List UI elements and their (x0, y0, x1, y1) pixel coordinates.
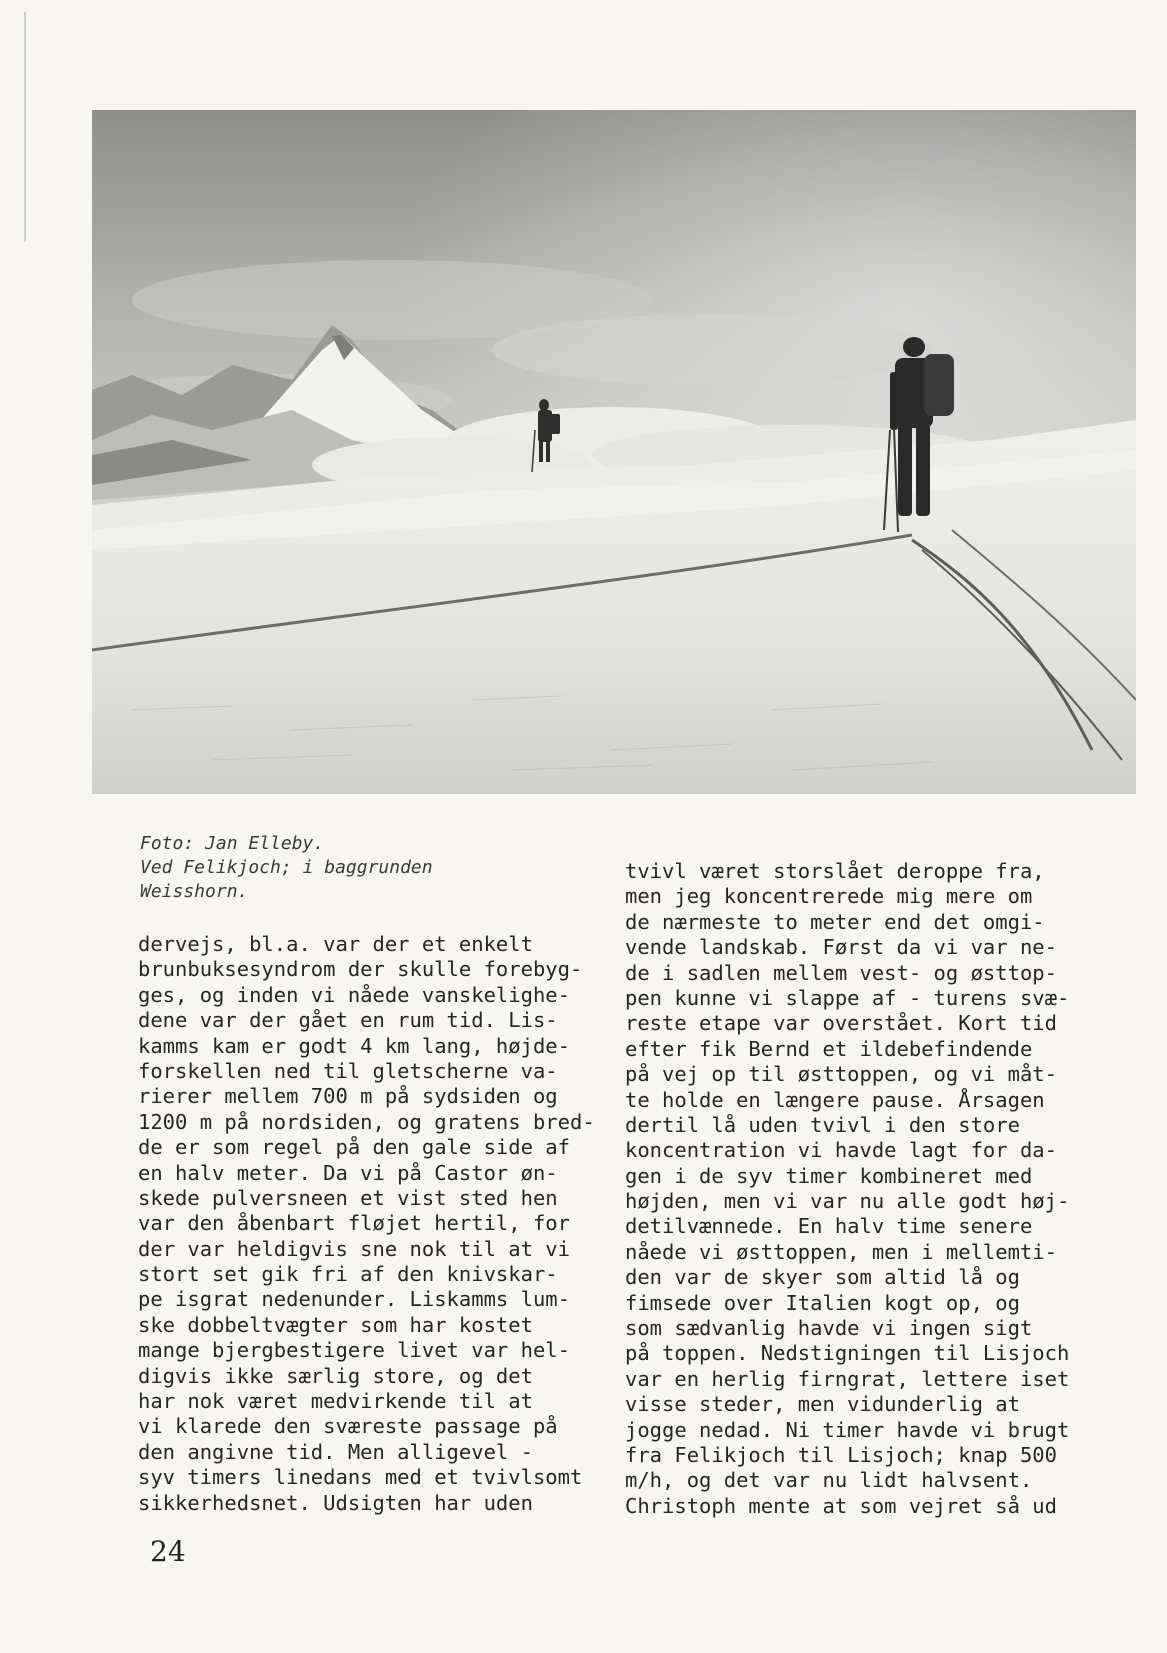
text-line: skede pulversneen et vist sted hen (138, 1185, 558, 1210)
text-line: syv timers linedans med et tvivlsomt (138, 1465, 583, 1490)
text-line: mange bjergbestigere livet var hel- (138, 1338, 570, 1363)
text-line: dervejs, bl.a. var der et enkelt (138, 932, 533, 956)
photo-caption (140, 832, 520, 904)
text-line: ges, og inden vi nåede vanskelighe- (138, 982, 570, 1007)
text-line: stort set gik fri af den knivskar- (138, 1262, 558, 1287)
text-line: Christoph mente at som vejret så ud (625, 1493, 1057, 1518)
text-line: pe isgrat nedenunder. Liskamms lum- (138, 1287, 570, 1312)
text-line: højden, men vi var nu alle godt høj- (625, 1189, 1070, 1214)
text-line: te holde en længere pause. Årsagen (625, 1087, 1045, 1112)
text-line: m/h, og det var nu lidt halvsent. (625, 1468, 1033, 1493)
text-line: har nok været medvirkende til at (138, 1389, 533, 1414)
caption-credit: Foto: Jan Elleby. (140, 833, 325, 854)
text-line: vi klarede den sværeste passage på (138, 1414, 558, 1439)
text-line: som sædvanlig havde vi ingen sigt (625, 1316, 1033, 1341)
text-line: den angivne tid. Men alligevel - (138, 1439, 533, 1464)
text-line: nåede vi østtoppen, men i mellemti- (625, 1239, 1057, 1264)
text-line: dene var der gået en rum tid. Lis- (138, 1008, 558, 1033)
text-line: kamms kam er godt 4 km lang, højde- (138, 1033, 570, 1058)
text-line: de i sadlen mellem vest- og østtop- (625, 960, 1057, 985)
text-line: en halv meter. Da vi på Castor øn- (138, 1160, 558, 1185)
text-line: fra Felikjoch til Lisjoch; knap 500 (625, 1442, 1057, 1467)
text-line: brunbuksesyndrom der skulle forebyg- (138, 957, 583, 982)
text-line: 1200 m på nordsiden, og gratens bred- (138, 1109, 595, 1134)
text-line: koncentration vi havde lagt for da- (625, 1138, 1057, 1163)
mountain-photo (92, 110, 1136, 794)
text-line: var en herlig firngrat, lettere iset (625, 1366, 1070, 1391)
text-line: reste etape var overstået. Kort tid (625, 1011, 1057, 1036)
text-line: på vej op til østtoppen, og vi måt- (625, 1062, 1057, 1087)
caption-description: Ved Felikjoch; i baggrunden (140, 857, 433, 878)
text-line: tvivl været storslået deroppe fra, (625, 859, 1045, 883)
text-line: den var de skyer som altid lå og (625, 1265, 1020, 1290)
text-line: gen i de syv timer kombineret med (625, 1163, 1033, 1188)
left-text-column (138, 932, 608, 1516)
text-line: sikkerhedsnet. Udsigten har uden (138, 1490, 533, 1515)
page-number: 24 (150, 1535, 186, 1568)
text-line: jogge nedad. Ni timer havde vi brugt (625, 1417, 1070, 1442)
text-line: de nærmeste to meter end det omgi- (625, 909, 1045, 934)
caption-description-cont: Weisshorn. (140, 881, 249, 902)
text-line: rierer mellem 700 m på sydsiden og (138, 1084, 558, 1109)
text-line: vende landskab. Først da vi var ne- (625, 935, 1057, 960)
text-line: dertil lå uden tvivl i den store (625, 1112, 1020, 1137)
margin-rule (24, 12, 26, 242)
text-line: ske dobbeltvægter som har kostet (138, 1312, 533, 1337)
text-line: pen kunne vi slappe af - turens svæ- (625, 985, 1070, 1010)
mountain-photo-graphic (92, 110, 1136, 794)
text-line: detilvænnede. En halv time senere (625, 1214, 1033, 1239)
text-line: der var heldigvis sne nok til at vi (138, 1236, 570, 1261)
text-line: fimsede over Italien kogt op, og (625, 1290, 1020, 1315)
text-line: de er som regel på den gale side af (138, 1135, 570, 1160)
text-line: var den åbenbart fløjet hertil, for (138, 1211, 570, 1236)
text-line: på toppen. Nedstigningen til Lisjoch (625, 1341, 1070, 1366)
text-line: men jeg koncentrerede mig mere om (625, 884, 1033, 909)
text-line: efter fik Bernd et ildebefindende (625, 1036, 1033, 1061)
right-text-column (625, 859, 1095, 1519)
text-line: forskellen ned til gletscherne va- (138, 1058, 558, 1083)
text-line: visse steder, men vidunderlig at (625, 1392, 1020, 1417)
text-line: digvis ikke særlig store, og det (138, 1363, 533, 1388)
